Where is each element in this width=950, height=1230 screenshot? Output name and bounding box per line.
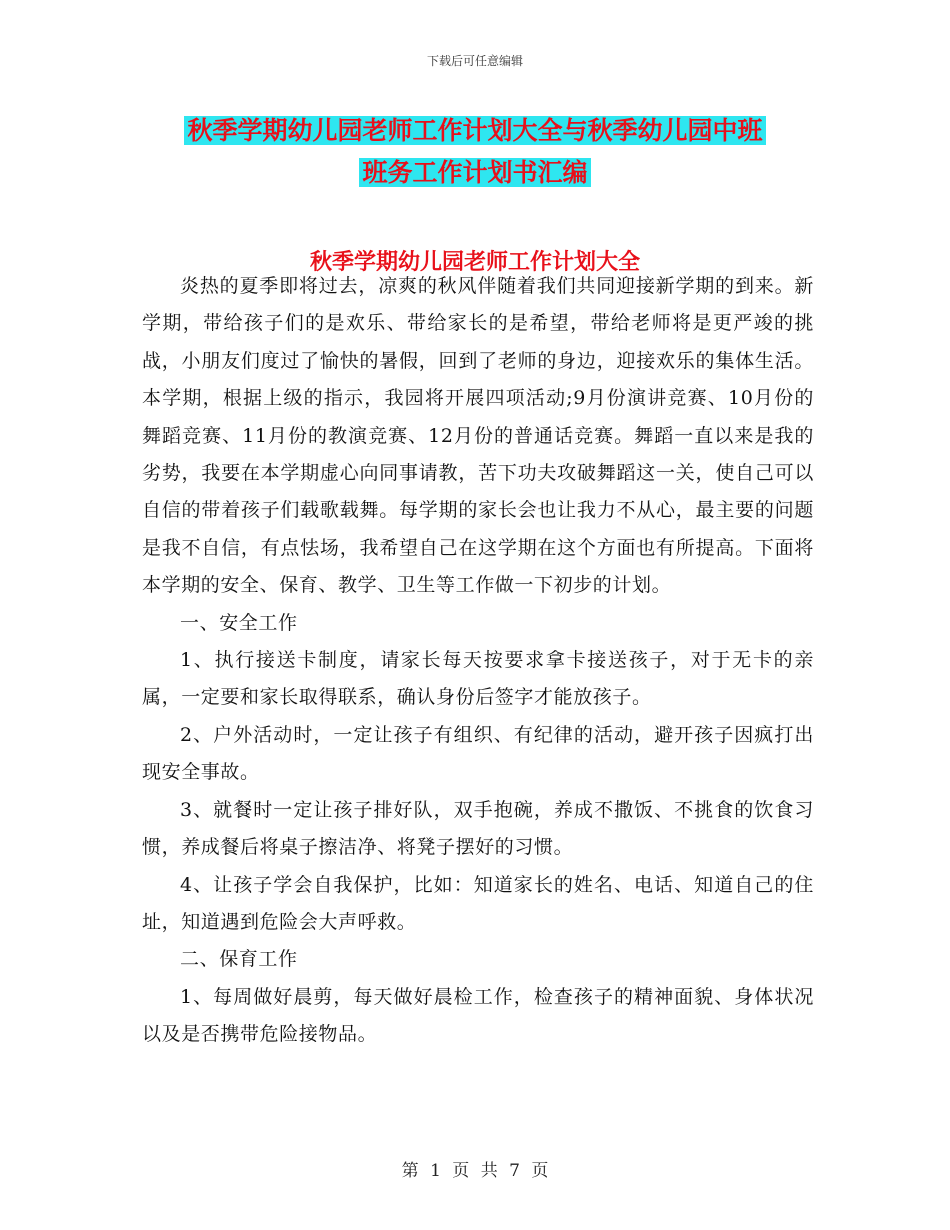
document-body — [142, 268, 814, 1054]
paragraph-intro: 炎热的夏季即将过去，凉爽的秋风伴随着我们共同迎接新学期的到来。新学期，带给孩子们的是欢乐、带给家长的是希望，带给老师将是更严竣的挑战，小朋友们度过了愉快的暑假，回到了老师的身边，迎接欢乐的集体生活。本学期，根据上级的指示，我园将开展四项活动;9月份演讲竞赛、10月份的舞蹈竞赛、11月份的教演竞赛、12月份的普通话竞赛。舞蹈一直以来是我的劣势，我要在本学期虚心向同事请教，苦下功夫攻破舞蹈这一关，使自己可以自信的带着孩子们载歌载舞。每学期的家长会也让我力不从心，最主要的问题是我不自信，有点怯场，我希望自己在这学期在这个方面也有所提高。下面将本学期的安全、保育、教学、卫生等工作做一下初步的计划。 — [142, 275, 814, 597]
heading-safety-work: 一、安全工作 — [180, 611, 298, 634]
paragraph-safety-2: 2、户外活动时，一定让孩子有组织、有纪律的活动，避开孩子因疯打出现安全事故。 — [142, 723, 814, 784]
paragraph-safety-1: 1、执行接送卡制度，请家长每天按要求拿卡接送孩子，对于无卡的亲属，一定要和家长取得联系，确认身份后签字才能放孩子。 — [142, 649, 814, 709]
document-title-line-1: 秋季学期幼儿园老师工作计划大全与秋季幼儿园中班 — [184, 116, 765, 145]
section-title: 秋季学期幼儿园老师工作计划大全 — [309, 249, 640, 275]
paragraph-safety-4: 4、让孩子学会自我保护，比如：知道家长的姓名、电话、知道自己的住址，知道遇到危险会大声呼救。 — [142, 873, 814, 933]
paragraph-care-1: 1、每周做好晨剪，每天做好晨检工作，检查孩子的精神面貌、身体状况以及是否携带危险接物品。 — [142, 985, 814, 1046]
document-title — [140, 110, 810, 194]
heading-care-work: 二、保育工作 — [180, 948, 298, 971]
paragraph-safety-3: 3、就餐时一定让孩子排好队，双手抱碗，养成不撒饭、不挑食的饮食习惯，养成餐后将桌子擦洁净、将凳子摆好的习惯。 — [142, 798, 814, 859]
document-title-line-2: 班务工作计划书汇编 — [359, 158, 590, 187]
page-number: 第 1 页 共 7 页 — [401, 1161, 549, 1181]
page-header-note: 下载后可任意编辑 — [426, 54, 523, 68]
